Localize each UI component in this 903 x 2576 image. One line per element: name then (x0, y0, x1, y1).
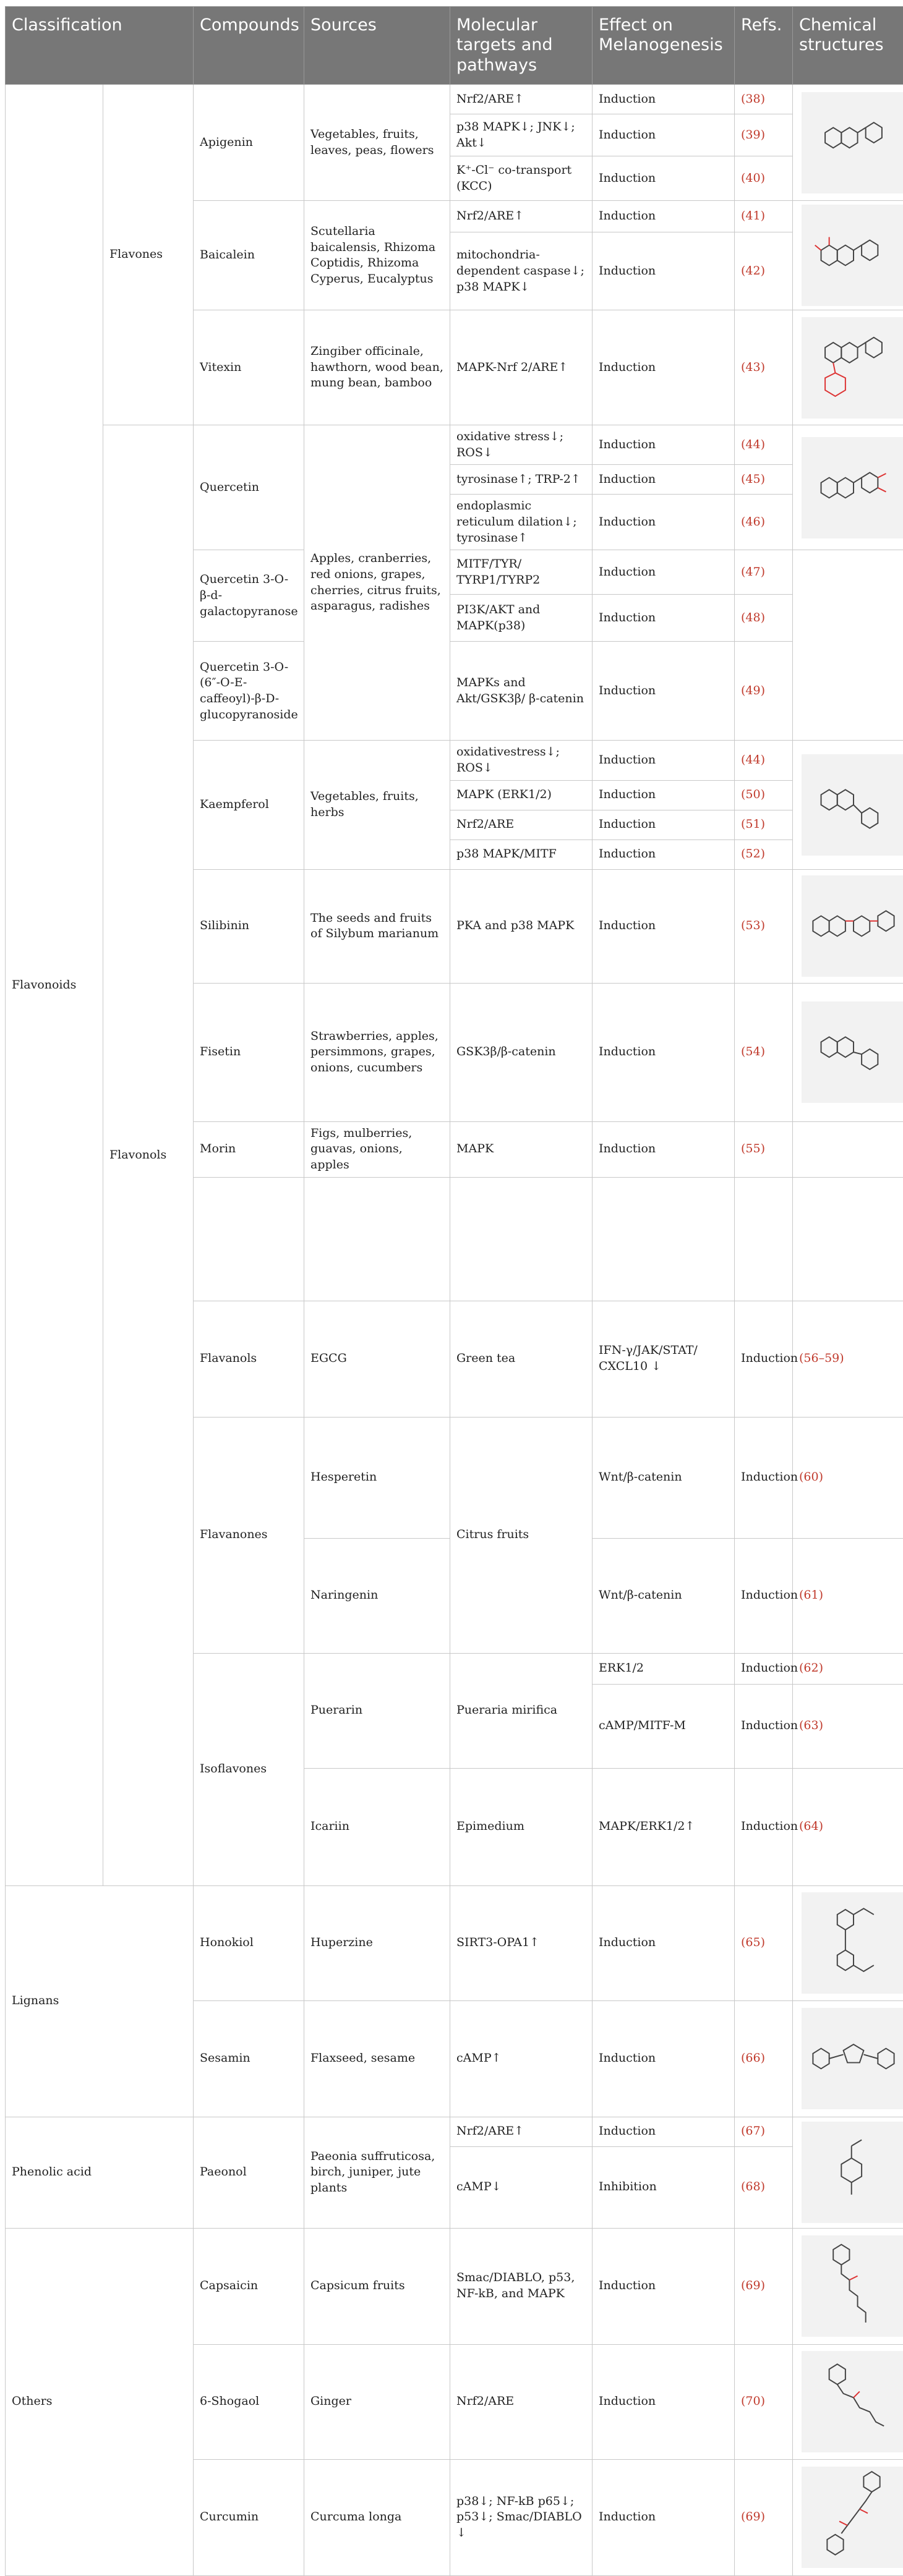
ref-link[interactable]: (53) (735, 869, 793, 983)
compound-source: Citrus fruits (450, 1417, 593, 1653)
empty-subgroup (194, 1177, 304, 1301)
target: Nrf2/ARE↑ (450, 201, 593, 232)
compound-name: EGCG (304, 1301, 450, 1417)
effect: Induction (593, 232, 735, 310)
target: Nrf2/ARE (450, 810, 593, 840)
effect: Induction (735, 1653, 793, 1684)
compound-source: Figs, mulberries, guavas, onions, apples (304, 1121, 450, 1177)
compound-name: Silibinin (194, 869, 304, 983)
compound-name: Vitexin (194, 310, 304, 425)
ref-link[interactable]: (43) (735, 310, 793, 425)
structure-cell (793, 310, 903, 425)
target: oxidative stress↓; ROS↓ (450, 425, 593, 465)
target: cAMP↑ (450, 2000, 593, 2117)
group-others: Others (6, 2228, 194, 2575)
compound-name: Baicalein (194, 201, 304, 310)
compound-name: Puerarin (304, 1653, 450, 1768)
target: Smac/DIABLO, p53, NF-kB, and MAPK (450, 2228, 593, 2344)
compound-name: Hesperetin (304, 1417, 450, 1538)
ref-link[interactable]: (50) (735, 780, 793, 810)
ref-link[interactable]: (68) (735, 2146, 793, 2228)
ref-link[interactable]: (40) (735, 156, 793, 201)
effect: Inhibition (593, 2146, 735, 2228)
header-refs: Refs. (735, 7, 793, 85)
ref-link[interactable]: (56–59) (793, 1301, 903, 1417)
effect: Induction (593, 550, 735, 595)
effect: Induction (593, 2228, 735, 2344)
effect: Induction (593, 780, 735, 810)
compound-name: Naringenin (304, 1538, 450, 1653)
vitexin-structure-icon (802, 317, 903, 419)
ref-link[interactable]: (61) (793, 1538, 903, 1653)
effect: Induction (593, 201, 735, 232)
compound-source: Strawberries, apples, persimmons, grapes, onions, cucumbers (304, 983, 450, 1121)
compound-source: Scutellaria baicalensis, Rhizoma Coptidis, Rhizoma Cyperus, Eucalyptus (304, 201, 450, 310)
ref-link[interactable]: (69) (735, 2459, 793, 2575)
compounds-table (5, 6, 903, 2576)
effect: Induction (735, 1538, 793, 1653)
ref-link[interactable]: (54) (735, 983, 793, 1121)
header-sources: Sources (304, 7, 450, 85)
subgroup-flavonols: Flavonols (103, 425, 194, 1885)
target: tyrosinase↑; TRP-2↑ (450, 465, 593, 495)
ref-link[interactable]: (42) (735, 232, 793, 310)
compound-source: The seeds and fruits of Silybum marianum (304, 869, 450, 983)
paeonol-structure-icon (802, 2122, 903, 2223)
compound-name: Apigenin (194, 85, 304, 201)
compound-name: 6-Shogaol (194, 2344, 304, 2459)
empty-cell (304, 1177, 450, 1301)
ref-link[interactable]: (67) (735, 2117, 793, 2146)
header-targets: Molecular targets and pathways (450, 7, 593, 85)
target: MAPK/ERK1/2↑ (593, 1768, 735, 1885)
structure-cell (793, 2000, 903, 2117)
header-structures: Chemical structures (793, 7, 903, 85)
compound-name: Quercetin 3-O-β-d-galactopyranose (194, 550, 304, 642)
compound-name: Quercetin 3-O-(6″-O-E-caffeoyl)-β-D-glucopyranoside (194, 642, 304, 741)
ref-link[interactable]: (70) (735, 2344, 793, 2459)
target: Nrf2/ARE (450, 2344, 593, 2459)
header-effect: Effect on Melanogenesis (593, 7, 735, 85)
structure-cell (793, 2344, 903, 2459)
silibinin-structure-icon (802, 875, 903, 977)
ref-link[interactable]: (66) (735, 2000, 793, 2117)
ref-link[interactable]: (47) (735, 550, 793, 595)
subgroup-flavones: Flavones (103, 85, 194, 425)
compound-source: Paeonia suffruticosa, birch, juniper, jute plants (304, 2117, 450, 2228)
ref-link[interactable]: (65) (735, 1885, 793, 2000)
effect: Induction (593, 741, 735, 780)
effect: Induction (735, 1301, 793, 1417)
target: mitochondria-dependent caspase↓; p38 MAPK↓ (450, 232, 593, 310)
structure-cell (793, 983, 903, 1121)
ref-link[interactable]: (48) (735, 595, 793, 642)
target: p38 MAPK/MITF (450, 840, 593, 869)
compound-source: Ginger (304, 2344, 450, 2459)
effect: Induction (735, 1684, 793, 1768)
fisetin-structure-icon (802, 1001, 903, 1103)
compound-source: Vegetables, fruits, herbs (304, 741, 450, 869)
effect: Induction (593, 642, 735, 741)
subgroup-isoflavones: Isoflavones (194, 1653, 304, 1885)
compound-source: Green tea (450, 1301, 593, 1417)
target: MAPKs and Akt/GSK3β/ β-catenin (450, 642, 593, 741)
compound-source: Apples, cranberries, red onions, grapes, cherries, citrus fruits, asparagus, radishes (304, 425, 450, 741)
compound-source: Flaxseed, sesame (304, 2000, 450, 2117)
effect: Induction (593, 2459, 735, 2575)
ref-link[interactable]: (60) (793, 1417, 903, 1538)
target: IFN-γ/JAK/STAT/ CXCL10 ↓ (593, 1301, 735, 1417)
compound-name: Icariin (304, 1768, 450, 1885)
structure-cell (793, 201, 903, 310)
target: Nrf2/ARE↑ (450, 85, 593, 114)
target: Nrf2/ARE↑ (450, 2117, 593, 2146)
effect: Induction (593, 810, 735, 840)
effect: Induction (593, 495, 735, 550)
ref-link[interactable]: (45) (735, 465, 793, 495)
compound-source: Pueraria mirifica (450, 1653, 593, 1768)
target: oxidativestress↓; ROS↓ (450, 741, 593, 780)
group-flavonoids: Flavonoids (6, 85, 103, 1885)
structure-cell (793, 425, 903, 550)
honokiol-structure-icon (802, 1892, 903, 1994)
structure-cell (793, 2459, 903, 2575)
header-classification: Classification (6, 7, 194, 85)
target: p38↓; NF-kB p65↓; p53↓; Smac/DIABLO ↓ (450, 2459, 593, 2575)
structure-cell (793, 85, 903, 201)
compound-name: Curcumin (194, 2459, 304, 2575)
target: GSK3β/β-catenin (450, 983, 593, 1121)
target: SIRT3-OPA1↑ (450, 1885, 593, 2000)
ref-link[interactable]: (38) (735, 85, 793, 114)
effect: Induction (593, 983, 735, 1121)
compound-name: Capsaicin (194, 2228, 304, 2344)
compound-name: Quercetin (194, 425, 304, 550)
ref-link[interactable]: (62) (793, 1653, 903, 1684)
effect: Induction (593, 2117, 735, 2146)
sesamin-structure-icon (802, 2008, 903, 2109)
target: MAPK (450, 1121, 593, 1177)
target: PKA and p38 MAPK (450, 869, 593, 983)
structure-cell (793, 2228, 903, 2344)
effect: Induction (593, 425, 735, 465)
subgroup-flavanones: Flavanones (194, 1417, 304, 1653)
target: endoplasmic reticulum dilation↓; tyrosinase↑ (450, 495, 593, 550)
target: Wnt/β-catenin (593, 1417, 735, 1538)
ref-link[interactable]: (44) (735, 425, 793, 465)
curcumin-structure-icon (802, 2467, 903, 2568)
ref-link[interactable]: (55) (735, 1121, 793, 1177)
effect: Induction (735, 1417, 793, 1538)
structure-cell (793, 741, 903, 869)
effect: Induction (593, 114, 735, 156)
empty-cell (450, 1177, 593, 1301)
effect: Induction (593, 595, 735, 642)
effect: Induction (593, 2344, 735, 2459)
ref-link[interactable]: (64) (793, 1768, 903, 1885)
effect: Induction (593, 869, 735, 983)
effect: Induction (593, 85, 735, 114)
target: PI3K/AKT and MAPK(p38) (450, 595, 593, 642)
baicalein-structure-icon (802, 205, 903, 306)
structure-cell (793, 869, 903, 983)
compound-source: Zingiber officinale, hawthorn, wood bean, mung bean, bamboo (304, 310, 450, 425)
effect: Induction (593, 465, 735, 495)
compound-name: Morin (194, 1121, 304, 1177)
target: MITF/TYR/ TYRP1/TYRP2 (450, 550, 593, 595)
effect: Induction (593, 1885, 735, 2000)
ref-link[interactable]: (63) (793, 1684, 903, 1768)
group-phenolic-acid: Phenolic acid (6, 2117, 194, 2228)
structure-cell (793, 1121, 903, 1177)
apigenin-structure-icon (802, 92, 903, 193)
target: cAMP/MITF-M (593, 1684, 735, 1768)
compound-source: Huperzine (304, 1885, 450, 2000)
ref-link[interactable]: (39) (735, 114, 793, 156)
quercetin-structure-icon (802, 437, 903, 538)
effect: Induction (593, 1121, 735, 1177)
compound-source: Epimedium (450, 1768, 593, 1885)
compound-name: Kaempferol (194, 741, 304, 869)
capsaicin-structure-icon (802, 2235, 903, 2337)
target: ERK1/2 (593, 1653, 735, 1684)
target: K⁺-Cl⁻ co-transport (KCC) (450, 156, 593, 201)
header-row (6, 7, 903, 85)
structure-cell (793, 550, 903, 741)
group-lignans: Lignans (6, 1885, 194, 2117)
empty-cell (793, 1177, 903, 1301)
ref-link[interactable]: (49) (735, 642, 793, 741)
target: MAPK-Nrf 2/ARE↑ (450, 310, 593, 425)
compound-name: Fisetin (194, 983, 304, 1121)
empty-cell (735, 1177, 793, 1301)
structure-cell (793, 2117, 903, 2228)
ref-link[interactable]: (46) (735, 495, 793, 550)
ref-link[interactable]: (69) (735, 2228, 793, 2344)
ref-link[interactable]: (51) (735, 810, 793, 840)
compound-source: Capsicum fruits (304, 2228, 450, 2344)
target: Wnt/β-catenin (593, 1538, 735, 1653)
kaempferol-structure-icon (802, 754, 903, 856)
effect: Induction (593, 2000, 735, 2117)
structure-cell (793, 1885, 903, 2000)
shogaol-structure-icon (802, 2351, 903, 2452)
ref-link[interactable]: (52) (735, 840, 793, 869)
target: MAPK (ERK1/2) (450, 780, 593, 810)
compound-source: Vegetables, fruits, leaves, peas, flowers (304, 85, 450, 201)
effect: Induction (735, 1768, 793, 1885)
compound-name: Paeonol (194, 2117, 304, 2228)
subgroup-flavanols: Flavanols (194, 1301, 304, 1417)
effect: Induction (593, 310, 735, 425)
effect: Induction (593, 840, 735, 869)
header-compounds: Compounds (194, 7, 304, 85)
effect: Induction (593, 156, 735, 201)
compound-source: Curcuma longa (304, 2459, 450, 2575)
target: p38 MAPK↓; JNK↓; Akt↓ (450, 114, 593, 156)
target: cAMP↓ (450, 2146, 593, 2228)
compound-name: Honokiol (194, 1885, 304, 2000)
ref-link[interactable]: (41) (735, 201, 793, 232)
compound-name: Sesamin (194, 2000, 304, 2117)
empty-cell (593, 1177, 735, 1301)
ref-link[interactable]: (44) (735, 741, 793, 780)
